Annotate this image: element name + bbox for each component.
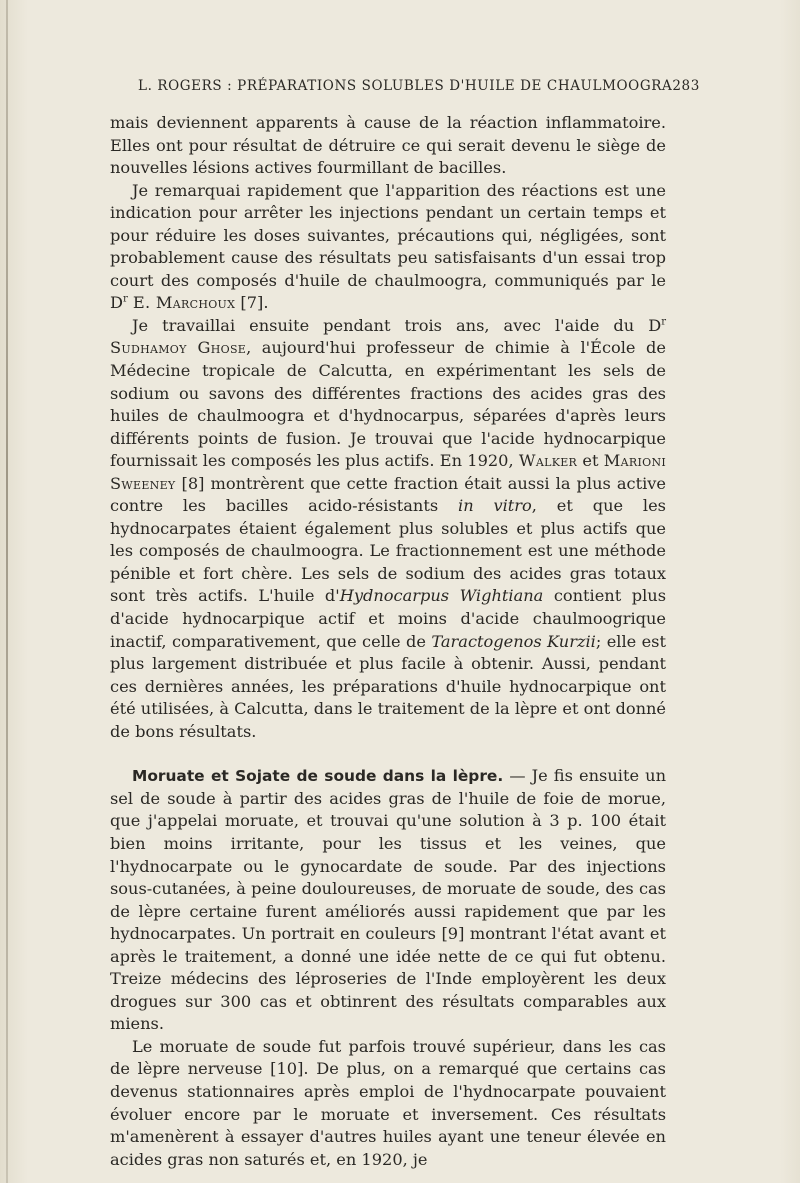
page-binding-edge [6,0,8,1183]
author-name: Sudhamoy Ghose [110,338,247,358]
paragraph-2: Je remarquai rapidement que l'apparition des réactions est une indication pour arrêter les injections pendant un certain temps et pour réduire les doses suivantes, précautions qui, négligées, sont probablement cause des résultats peu satisfaisants d'un essai trop court des composés d'huile de chaulmoogra, communiqués par le $D^r$ E. Marchoux [7]. [110,180,666,313]
running-title: L. ROGERS : PRÉPARATIONS SOLUBLES D'HUILE DE CHAULMOOGRA [138,78,673,94]
paragraph-3: Je travaillai ensuite pendant trois ans, avec l'aide du $D^r$ Sudhamoy Ghose, aujourd'hui professeur de chimie à l'École de Médecine tropicale de Calcutta, en expérimentant les sels de sodium ou savons des différentes fractions des acides gras des huiles de chaulmoogra et d'hydnocarpus, séparées d'après leurs différents points de fusion. Je trouvai que l'acide hydnocarpique fournissait les composés les plus actifs. En 1920, Walker et Marioni Sweeney [8] montrèrent que cette fraction était aussi la plus active contre les bacilles acido-résistants in vitro, et que les hydnocarpates étaient également plus solubles et plus actifs que les composés de chaulmoogra. Le fractionnement est une méthode pénible et fort chère. Les sels de sodium des acides gras totaux sont très actifs. L'huile d'Hydnocarpus Wightiana contient plus d'acide hydnocarpique actif et moins d'acide chaulmoogrique inactif, comparativement, que celle de Taractogenos Kurzii; elle est plus largement distribuée et plus facile à obtenir. Aussi, pendant ces dernières années, les préparations d'huile hydnocarpique ont été utilisées, à Calcutta, dans le traitement de la lèpre et ont donné de bons résultats. [110,315,667,741]
paragraph-1: mais deviennent apparents à cause de la réaction inflammatoire. Elles ont pour résultat de détruire ce qui serait devenu le siège de nouvelles lésions actives fourmillant de bacilles. [110,113,666,178]
latin-term: in vitro [458,496,532,516]
species-name: Hydnocarpus Wightiana [339,586,544,606]
section-heading: Moruate et Sojate de soude dans la lèpre. [132,767,504,786]
author-name: Walker [518,451,578,471]
paragraph-4: Moruate et Sojate de soude dans la lèpre. — Je fis ensuite un sel de soude à partir des acides gras de l'huile de foie de morue, que j'appelai moruate, et trouvai qu'une solution à 3 p. 100 était bien moins irritante, pour les tissus et les veines, que l'hydnocarpate ou le gynocardate de soude. Par des injections sous-cutanées, à peine douloureuses, de moruate de soude, des cas de lèpre certaine furent améliorés aussi rapidement que par les hydnocarpates. Un portrait en couleurs [9] montrant l'état avant et après le traitement, a donné une idée nette de ce qui fut obtenu. Treize médecins des léproseries de l'Inde employèrent les deux drogues sur 300 cas et obtinrent des résultats comparables aux miens. [110,766,666,1034]
species-name: Taractogenos Kurzii [431,631,596,651]
body-text [110,112,666,1171]
author-name: Marioni Sweeney [110,451,667,493]
citation: [7]. [240,293,269,313]
running-header [138,78,700,94]
page-number: 283 [672,78,700,94]
paragraph-5: Le moruate de soude fut parfois trouvé supérieur, dans les cas de lèpre nerveuse [10]. De plus, on a remarqué que certains cas devenus stationnaires après emploi de l'hydnocarpate pouvaient évoluer encore par le moruate et inversement. Ces résultats m'amenèrent à essayer d'autres huiles ayant une teneur élevée en acides gras non saturés et, en 1920, je [110,1036,666,1169]
author-name: E. Marchoux [132,293,236,313]
